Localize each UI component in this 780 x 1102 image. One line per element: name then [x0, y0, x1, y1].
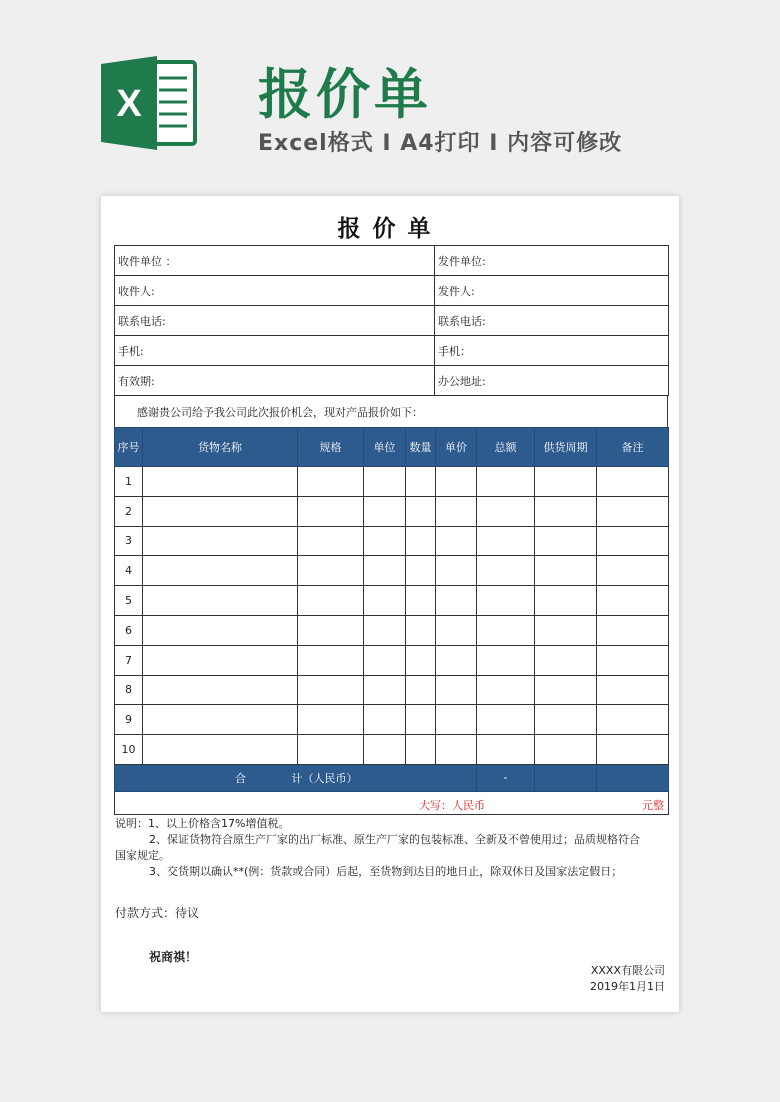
table-cell[interactable]	[535, 705, 597, 735]
table-cell[interactable]	[597, 496, 669, 526]
table-cell[interactable]	[364, 556, 406, 586]
column-header: 规格	[298, 428, 364, 467]
table-cell[interactable]	[597, 556, 669, 586]
table-cell[interactable]	[436, 496, 477, 526]
table-cell[interactable]	[535, 496, 597, 526]
table-cell[interactable]	[143, 467, 298, 497]
info-cell-right[interactable]: 发件单位:	[435, 246, 669, 276]
table-cell[interactable]	[143, 586, 298, 616]
total-row	[115, 764, 669, 791]
table-cell[interactable]	[364, 705, 406, 735]
table-cell[interactable]	[406, 556, 436, 586]
table-cell[interactable]	[143, 735, 298, 765]
info-cell-right[interactable]: 联系电话:	[435, 306, 669, 336]
table-cell[interactable]	[477, 467, 535, 497]
table-cell[interactable]	[298, 615, 364, 645]
table-cell[interactable]	[298, 467, 364, 497]
table-cell[interactable]	[364, 526, 406, 556]
company-name: XXXX有限公司	[590, 964, 665, 977]
info-row	[115, 366, 669, 396]
table-cell[interactable]	[535, 735, 597, 765]
total-label: 合 计（人民币）	[115, 764, 477, 791]
info-cell-left[interactable]: 有效期:	[115, 366, 435, 396]
table-cell[interactable]	[364, 645, 406, 675]
note-line: 2、保证货物符合原生产厂家的出厂标准、原生产厂家的包装标准、全新及不曾使用过；品质规格符合	[149, 833, 640, 846]
table-cell[interactable]	[143, 526, 298, 556]
table-cell[interactable]	[406, 645, 436, 675]
items-table	[114, 427, 669, 815]
row-number: 8	[115, 675, 143, 705]
row-number: 5	[115, 586, 143, 616]
row-number: 4	[115, 556, 143, 586]
info-row	[115, 336, 669, 366]
table-cell[interactable]	[143, 705, 298, 735]
table-cell[interactable]	[477, 645, 535, 675]
info-cell-right[interactable]: 发件人:	[435, 276, 669, 306]
note-line: 说明：1、以上价格含17%增值税。	[115, 817, 290, 830]
table-cell[interactable]	[406, 735, 436, 765]
table-row	[115, 526, 669, 556]
table-cell[interactable]	[364, 586, 406, 616]
note-line: 3、交货期以确认**(例：货款或合同）后起，至货物到达目的地日止，除双休日及国家法定假日；	[149, 865, 623, 878]
table-row	[115, 615, 669, 645]
table-cell[interactable]	[298, 586, 364, 616]
table-cell[interactable]	[477, 556, 535, 586]
table-cell[interactable]	[364, 675, 406, 705]
table-cell[interactable]	[406, 496, 436, 526]
table-cell[interactable]	[298, 496, 364, 526]
info-row	[115, 246, 669, 276]
document-title: 报价单	[337, 216, 443, 242]
row-number: 3	[115, 526, 143, 556]
table-cell[interactable]	[143, 496, 298, 526]
table-cell[interactable]	[436, 645, 477, 675]
table-cell[interactable]	[436, 526, 477, 556]
document-date: 2019年1月1日	[590, 980, 665, 993]
table-cell[interactable]	[406, 615, 436, 645]
table-cell[interactable]	[436, 735, 477, 765]
table-row	[115, 645, 669, 675]
table-cell[interactable]	[436, 705, 477, 735]
table-cell[interactable]	[143, 645, 298, 675]
column-header: 总额	[477, 428, 535, 467]
table-cell[interactable]	[477, 675, 535, 705]
table-cell[interactable]	[143, 675, 298, 705]
table-row	[115, 735, 669, 765]
quotation-sheet	[101, 196, 679, 1012]
table-cell[interactable]	[298, 556, 364, 586]
column-header: 备注	[597, 428, 669, 467]
table-cell[interactable]	[406, 467, 436, 497]
table-cell[interactable]	[597, 526, 669, 556]
table-cell[interactable]	[477, 705, 535, 735]
column-header: 单位	[364, 428, 406, 467]
daxie-label: 大写：人民币	[419, 798, 485, 812]
banner-subtitle: Excel格式 I A4打印 I 内容可修改	[258, 131, 623, 156]
table-cell[interactable]	[597, 615, 669, 645]
table-cell[interactable]	[477, 586, 535, 616]
row-number: 9	[115, 705, 143, 735]
table-row	[115, 586, 669, 616]
note-line: 国家规定。	[115, 849, 170, 862]
table-cell[interactable]	[535, 467, 597, 497]
table-cell[interactable]	[436, 615, 477, 645]
table-cell[interactable]	[298, 675, 364, 705]
info-cell-left[interactable]: 联系电话:	[115, 306, 435, 336]
table-cell[interactable]	[364, 496, 406, 526]
table-row	[115, 467, 669, 497]
table-row	[115, 675, 669, 705]
thanks-text	[114, 395, 668, 428]
table-cell[interactable]	[406, 705, 436, 735]
table-row	[115, 556, 669, 586]
table-cell[interactable]	[406, 675, 436, 705]
daxie-suffix: 元整	[642, 798, 664, 812]
table-cell[interactable]	[597, 735, 669, 765]
column-header: 序号	[115, 428, 143, 467]
thanks-label: 感谢贵公司给予我公司此次报价机会，现对产品报价如下：	[137, 406, 423, 419]
info-cell-left[interactable]: 收件单位 ：	[115, 246, 435, 276]
company-block	[590, 963, 665, 995]
table-cell[interactable]	[436, 675, 477, 705]
info-row	[115, 276, 669, 306]
table-cell[interactable]	[298, 735, 364, 765]
table-cell[interactable]	[143, 615, 298, 645]
table-cell[interactable]	[298, 645, 364, 675]
table-cell[interactable]	[597, 467, 669, 497]
notes	[115, 816, 671, 880]
table-cell[interactable]	[535, 645, 597, 675]
table-cell[interactable]	[477, 526, 535, 556]
column-header: 供货周期	[535, 428, 597, 467]
table-cell[interactable]	[597, 675, 669, 705]
table-cell[interactable]	[364, 467, 406, 497]
payment-terms: 付款方式：待议	[115, 906, 200, 920]
info-cell-left[interactable]: 手机:	[115, 336, 435, 366]
row-number: 6	[115, 615, 143, 645]
table-cell[interactable]	[364, 615, 406, 645]
total-amount: -	[477, 764, 535, 791]
table-cell[interactable]	[535, 526, 597, 556]
column-header: 数量	[406, 428, 436, 467]
column-header: 货物名称	[143, 428, 298, 467]
table-cell[interactable]	[406, 586, 436, 616]
table-cell[interactable]	[597, 586, 669, 616]
row-number: 10	[115, 735, 143, 765]
column-header: 单价	[436, 428, 477, 467]
table-cell[interactable]	[597, 645, 669, 675]
table-cell[interactable]	[535, 556, 597, 586]
greeting: 祝商祺！	[149, 950, 198, 964]
info-cell-right[interactable]: 手机：	[435, 336, 669, 366]
info-cell-right[interactable]: 办公地址:	[435, 366, 669, 396]
table-row	[115, 496, 669, 526]
banner	[0, 0, 780, 190]
table-cell[interactable]	[436, 586, 477, 616]
table-cell[interactable]	[406, 526, 436, 556]
row-number: 1	[115, 467, 143, 497]
table-cell[interactable]	[535, 675, 597, 705]
table-cell[interactable]	[477, 496, 535, 526]
banner-title: 报价单	[258, 63, 432, 126]
table-cell[interactable]	[436, 467, 477, 497]
excel-logo-icon	[99, 54, 197, 152]
table-cell[interactable]	[298, 526, 364, 556]
table-cell[interactable]	[597, 705, 669, 735]
table-row	[115, 705, 669, 735]
contact-info-table	[114, 245, 669, 396]
table-cell[interactable]	[477, 615, 535, 645]
table-cell[interactable]	[477, 735, 535, 765]
table-cell[interactable]	[535, 586, 597, 616]
table-cell[interactable]	[298, 705, 364, 735]
row-number: 7	[115, 645, 143, 675]
table-cell[interactable]	[535, 615, 597, 645]
table-cell[interactable]	[364, 735, 406, 765]
info-cell-left[interactable]: 收件人:	[115, 276, 435, 306]
info-row	[115, 306, 669, 336]
table-cell[interactable]	[143, 556, 298, 586]
row-number: 2	[115, 496, 143, 526]
daxie-row	[115, 791, 669, 814]
table-cell[interactable]	[436, 556, 477, 586]
excel-logo-letter: X	[116, 83, 142, 125]
